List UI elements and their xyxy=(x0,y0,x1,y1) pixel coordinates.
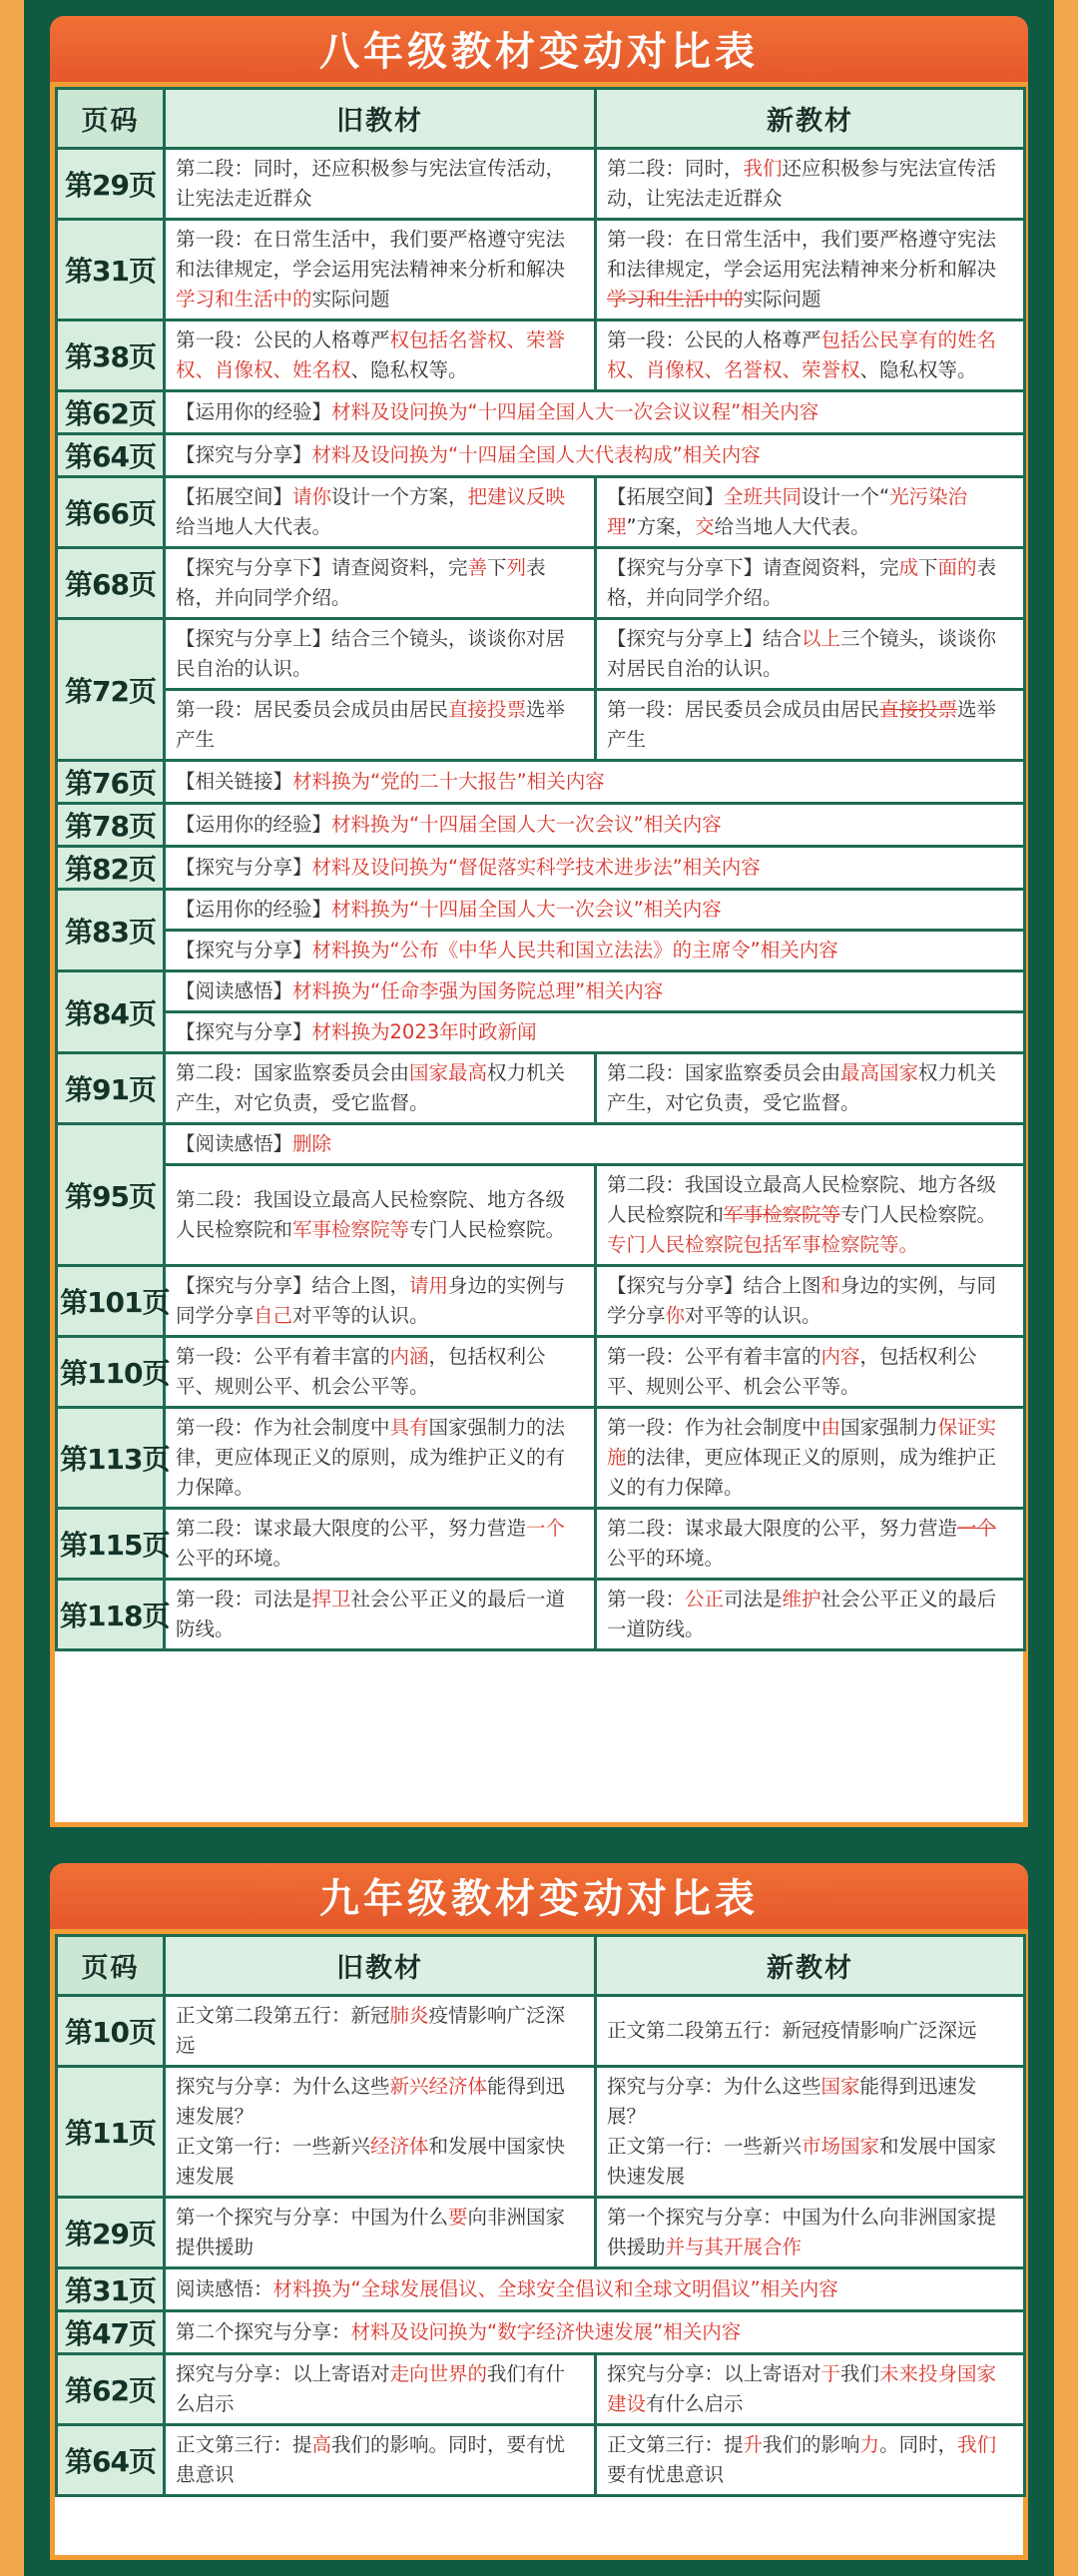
table-row xyxy=(57,931,1025,971)
changed-text: 把建议反映 xyxy=(467,485,566,508)
text-segment: 还应积极参与宪法宣传活动，让宪法走近群众 xyxy=(607,157,997,210)
changed-text: 升 xyxy=(743,2433,764,2456)
text-segment: 第二个探究与分享： xyxy=(176,2320,351,2343)
table-row xyxy=(57,2425,1025,2496)
deleted-text: 一个 xyxy=(957,1517,997,1540)
text-segment: 国家强制力 xyxy=(840,1416,938,1439)
changed-text: 保证实施 xyxy=(607,1416,997,1469)
page-number-cell: 第11页 xyxy=(57,2067,165,2198)
merged-change-cell xyxy=(165,391,1025,434)
text-segment: 第一段：居民委员会成员由居民 xyxy=(607,698,880,721)
text-segment: 设计一个“ xyxy=(802,485,890,508)
text-segment: ”方案， xyxy=(626,515,696,538)
table-row xyxy=(57,1509,1025,1580)
changed-text: 材料及设问换为“十四届全国人大代表构成”相关内容 xyxy=(311,443,761,466)
changed-text: 于 xyxy=(820,2362,841,2385)
page-number-cell: 第101页 xyxy=(57,1266,165,1337)
text-segment: 给当地人大代表。 xyxy=(176,515,332,538)
old-textbook-cell xyxy=(165,690,596,761)
text-segment: 探究与分享：以上寄语对 xyxy=(607,2362,821,2385)
new-textbook-cell xyxy=(596,2425,1025,2496)
text-segment: 【探究与分享】 xyxy=(176,1020,312,1043)
new-textbook-cell xyxy=(596,1337,1025,1408)
text-segment: 【阅读感悟】 xyxy=(176,979,293,1002)
text-segment: 选举产生 xyxy=(607,698,997,751)
header-page: 页码 xyxy=(57,89,165,149)
changed-text: 材料换为“十四届全国人大一次会议”相关内容 xyxy=(331,813,722,836)
text-segment: 第一段：公平有着丰富的 xyxy=(176,1345,390,1368)
changed-text: 由 xyxy=(820,1416,841,1439)
changed-text: 权包括名誉权、荣誉权、肖像权、姓名权 xyxy=(176,328,566,381)
text-segment: 第一段：公平有着丰富的 xyxy=(607,1345,821,1368)
text-segment: 第一段：作为社会制度中 xyxy=(176,1416,390,1439)
page-number-cell: 第10页 xyxy=(57,1996,165,2067)
table-row xyxy=(57,2354,1025,2425)
changed-text: 力 xyxy=(859,2433,880,2456)
text-segment: 权力机关产生，对它负责，受它监督。 xyxy=(176,1061,566,1114)
new-textbook-cell xyxy=(596,1408,1025,1509)
text-segment: 专门人民检察院。 xyxy=(409,1218,566,1241)
grade8-title: 八年级教材变动对比表 xyxy=(50,16,1028,88)
text-segment: 【运用你的经验】 xyxy=(176,813,332,836)
text-segment: 第一段：作为社会制度中 xyxy=(607,1416,821,1439)
page-number-cell: 第29页 xyxy=(57,2198,165,2268)
table-row xyxy=(57,761,1025,804)
table-row xyxy=(57,890,1025,931)
text-segment: 国家强制力的法律，更应体现正义的原则，成为维护正义的有力保障。 xyxy=(176,1416,566,1499)
table-row xyxy=(57,2311,1025,2354)
old-textbook-cell xyxy=(165,477,596,548)
old-textbook-cell xyxy=(165,1337,596,1408)
page-number-cell: 第82页 xyxy=(57,847,165,890)
page-number-cell: 第31页 xyxy=(57,220,165,321)
table-row xyxy=(57,1012,1025,1053)
table-row xyxy=(57,149,1025,220)
text-segment: 【探究与分享】 xyxy=(176,939,312,962)
changed-text: 光污染治理 xyxy=(607,485,968,538)
new-textbook-cell xyxy=(596,149,1025,220)
merged-change-cell xyxy=(165,931,1025,971)
changed-text: 走向世界的 xyxy=(389,2362,488,2385)
text-segment: 第二段：同时， xyxy=(607,157,744,180)
changed-text: 肺炎 xyxy=(389,2004,429,2027)
changed-text: 未来投身国家建设 xyxy=(607,2362,997,2415)
merged-change-cell xyxy=(165,434,1025,477)
changed-text: 面的 xyxy=(937,556,977,579)
changed-text: 材料换为“全球发展倡议、全球安全倡议和全球文明倡议”相关内容 xyxy=(272,2277,838,2300)
text-segment: 。同时， xyxy=(879,2433,958,2456)
text-segment: 身边的实例与同学分享 xyxy=(176,1274,566,1327)
table-row xyxy=(57,1053,1025,1124)
changed-text: 材料换为“党的二十大报告”相关内容 xyxy=(292,770,605,793)
table-row xyxy=(57,2198,1025,2268)
page-number-cell: 第62页 xyxy=(57,2354,165,2425)
table-row xyxy=(57,619,1025,690)
changed-text: 国家 xyxy=(820,2075,860,2098)
text-segment: 第二段：我国设立最高人民检察院、地方各级人民检察院和 xyxy=(176,1188,566,1241)
text-segment: 【探究与分享】 xyxy=(176,856,312,879)
text-segment: 正文第二段第五行：新冠 xyxy=(176,2004,390,2027)
table-row xyxy=(57,220,1025,321)
header-new: 新教材 xyxy=(596,1936,1025,1996)
changed-text: 你 xyxy=(665,1304,686,1327)
text-segment: 第一段：公民的人格尊严 xyxy=(176,328,390,351)
changed-text: 请你 xyxy=(292,485,332,508)
changed-text: 和 xyxy=(820,1274,841,1297)
text-segment: 探究与分享：以上寄语对 xyxy=(176,2362,390,2385)
grade8-table xyxy=(55,87,1026,1651)
changed-text: 以上 xyxy=(802,627,841,650)
changed-text: 维护 xyxy=(782,1588,821,1610)
merged-change-cell xyxy=(165,847,1025,890)
text-segment: 表格，并向同学介绍。 xyxy=(607,556,997,609)
text-segment: 下 xyxy=(918,556,938,579)
text-segment: 社会公平正义的最后一道防线。 xyxy=(176,1588,566,1640)
page-number-cell: 第118页 xyxy=(57,1580,165,1650)
changed-text: 最高国家 xyxy=(840,1061,919,1084)
table-row xyxy=(57,434,1025,477)
merged-change-cell xyxy=(165,2268,1025,2311)
text-segment: 第一个探究与分享：中国为什么向非洲国家提供援助 xyxy=(607,2206,997,2258)
text-segment: 向非洲国家提供援助 xyxy=(176,2206,566,2258)
old-textbook-cell xyxy=(165,1266,596,1337)
text-segment: 表格，并向同学介绍。 xyxy=(176,556,546,609)
deleted-text: 直接投票 xyxy=(879,698,958,721)
text-segment: 、隐私权等。 xyxy=(859,358,977,381)
old-textbook-cell xyxy=(165,1996,596,2067)
new-textbook-cell xyxy=(596,1053,1025,1124)
header-new: 新教材 xyxy=(596,89,1025,149)
changed-text: 成 xyxy=(898,556,919,579)
table-row xyxy=(57,321,1025,391)
text-segment: 能得到迅速发展？ xyxy=(176,2075,566,2128)
text-segment: 第二段：国家监察委员会由 xyxy=(607,1061,841,1084)
changed-text: 内容 xyxy=(820,1345,860,1368)
old-textbook-cell xyxy=(165,1509,596,1580)
changed-text: 要 xyxy=(448,2206,468,2229)
text-segment: 第一段：在日常生活中，我们要严格遵守宪法和法律规定，学会运用宪法精神来分析和解决 xyxy=(176,228,566,281)
text-segment: 的法律，更应体现正义的原则，成为维护正义的有力保障。 xyxy=(607,1446,997,1499)
changed-text: 直接投票 xyxy=(448,698,527,721)
grade8-table-panel xyxy=(50,82,1028,1827)
old-textbook-cell xyxy=(165,1580,596,1650)
changed-text: 包括公民享有的姓名权、肖像权、名誉权、荣誉权 xyxy=(607,328,997,381)
changed-text: 公正 xyxy=(685,1588,725,1610)
text-segment: 有什么启示 xyxy=(646,2392,744,2415)
merged-change-cell xyxy=(165,971,1025,1012)
text-segment: 第二段：谋求最大限度的公平，努力营造 xyxy=(607,1517,958,1540)
table-row xyxy=(57,1408,1025,1509)
page-number-cell: 第66页 xyxy=(57,477,165,548)
old-textbook-cell xyxy=(165,2425,596,2496)
changed-text: 材料及设问换为“十四届全国人大一次会议议程”相关内容 xyxy=(331,400,819,423)
changed-text: 自己 xyxy=(254,1304,293,1327)
changed-text: 善 xyxy=(467,556,488,579)
text-segment: 【探究与分享上】结合三个镜头，谈谈你对居民自治的认识。 xyxy=(176,627,566,680)
text-segment: 和发展中国家快速发展 xyxy=(176,2135,566,2188)
changed-text: 我们 xyxy=(743,157,783,180)
text-segment: 专门人民检察院。 xyxy=(840,1203,997,1226)
table-row xyxy=(57,1996,1025,2067)
text-segment: 正文第三行：提 xyxy=(607,2433,744,2456)
text-segment: 要有忧患意识 xyxy=(607,2463,725,2486)
text-segment: 正文第三行：提 xyxy=(176,2433,312,2456)
text-segment: 第一段：司法是 xyxy=(176,1588,312,1610)
old-textbook-cell xyxy=(165,149,596,220)
page-number-cell: 第64页 xyxy=(57,2425,165,2496)
table-row xyxy=(57,1266,1025,1337)
page-number-cell: 第72页 xyxy=(57,619,165,761)
text-segment: 【探究与分享】 xyxy=(176,443,312,466)
changed-text: 我们 xyxy=(957,2433,997,2456)
page-number-cell: 第64页 xyxy=(57,434,165,477)
new-textbook-cell xyxy=(596,2198,1025,2268)
table-row xyxy=(57,847,1025,890)
changed-text: 材料及设问换为“督促落实科学技术进步法”相关内容 xyxy=(311,856,761,879)
changed-text: 军事检察院等 xyxy=(292,1218,410,1241)
old-textbook-cell xyxy=(165,2067,596,2198)
table-row xyxy=(57,477,1025,548)
text-segment: 、隐私权等。 xyxy=(350,358,468,381)
new-textbook-cell xyxy=(596,1996,1025,2067)
text-segment: 能得到迅速发展？ xyxy=(607,2075,977,2128)
table-row xyxy=(57,2067,1025,2198)
merged-change-cell xyxy=(165,1124,1025,1165)
page-number-cell: 第115页 xyxy=(57,1509,165,1580)
changed-text: 交 xyxy=(695,515,715,538)
text-segment: 【探究与分享】结合上图， xyxy=(176,1274,410,1297)
text-segment: 公平的环境。 xyxy=(176,1547,293,1570)
new-textbook-cell xyxy=(596,2067,1025,2198)
text-segment: 阅读感悟： xyxy=(176,2277,273,2300)
text-segment: 我们的影响 xyxy=(763,2433,860,2456)
deleted-text: 学习和生活中的 xyxy=(607,288,744,311)
text-segment: 【拓展空间】 xyxy=(176,485,293,508)
text-segment: 【探究与分享下】请查阅资料，完 xyxy=(176,556,468,579)
page-number-cell: 第38页 xyxy=(57,321,165,391)
header-old: 旧教材 xyxy=(165,89,596,149)
text-segment: 我们 xyxy=(840,2362,880,2385)
changed-text: 材料及设问换为“数字经济快速发展”相关内容 xyxy=(350,2320,742,2343)
changed-text: 一个 xyxy=(526,1517,566,1540)
changed-text: 列 xyxy=(506,556,527,579)
text-segment: 正文第一行：一些新兴 xyxy=(607,2135,803,2158)
changed-text: 删除 xyxy=(292,1132,332,1155)
text-segment: 【探究与分享】结合上图 xyxy=(607,1274,821,1297)
table-row xyxy=(57,804,1025,847)
grade9-table-panel xyxy=(50,1929,1028,2560)
merged-change-cell xyxy=(165,1012,1025,1053)
text-segment: 疫情影响广泛深远 xyxy=(176,2004,566,2057)
new-textbook-cell xyxy=(596,1266,1025,1337)
new-textbook-cell xyxy=(596,690,1025,761)
page-number-cell: 第78页 xyxy=(57,804,165,847)
table-row xyxy=(57,971,1025,1012)
new-textbook-cell xyxy=(596,220,1025,321)
page-number-cell: 第47页 xyxy=(57,2311,165,2354)
text-segment: 【相关链接】 xyxy=(176,770,293,793)
text-segment: 第一段： xyxy=(607,1588,686,1610)
text-segment: 司法是 xyxy=(724,1588,783,1610)
new-textbook-cell xyxy=(596,548,1025,619)
table-row xyxy=(57,690,1025,761)
text-segment: 第一段：公民的人格尊严 xyxy=(607,328,821,351)
text-segment: 探究与分享：为什么这些 xyxy=(607,2075,821,2098)
text-segment: 下 xyxy=(487,556,507,579)
changed-text: 全班共同 xyxy=(724,485,803,508)
text-segment: 对平等的认识。 xyxy=(685,1304,821,1327)
text-segment: 【运用你的经验】 xyxy=(176,400,332,423)
old-textbook-cell xyxy=(165,220,596,321)
new-textbook-cell xyxy=(596,2354,1025,2425)
text-segment: 第一个探究与分享：中国为什么 xyxy=(176,2206,449,2229)
table-row xyxy=(57,1165,1025,1266)
old-textbook-cell xyxy=(165,619,596,690)
page-number-cell: 第76页 xyxy=(57,761,165,804)
page-number-cell: 第113页 xyxy=(57,1408,165,1509)
merged-change-cell xyxy=(165,890,1025,931)
changed-text: 专门人民检察院包括军事检察院等。 xyxy=(607,1233,919,1256)
changed-text: 材料换为“任命李强为国务院总理”相关内容 xyxy=(292,979,664,1002)
text-segment: 社会公平正义的最后一道防线。 xyxy=(607,1588,997,1640)
changed-text: 具有 xyxy=(389,1416,429,1439)
text-segment: 正文第一行：一些新兴 xyxy=(176,2135,371,2158)
text-segment: 【拓展空间】 xyxy=(607,485,725,508)
text-segment: 我们的影响。同时，要有忧患意识 xyxy=(176,2433,566,2486)
text-segment: 第二段：国家监察委员会由 xyxy=(176,1061,410,1084)
text-segment: ，包括权利公平、规则公平、机会公平等。 xyxy=(607,1345,977,1398)
text-segment: 第二段：同时，还应积极参与宪法宣传活动，让宪法走近群众 xyxy=(176,157,566,210)
text-segment: 身边的实例，与同学分享 xyxy=(607,1274,997,1327)
text-segment: 【阅读感悟】 xyxy=(176,1132,293,1155)
text-segment: 【探究与分享下】请查阅资料，完 xyxy=(607,556,899,579)
header-old: 旧教材 xyxy=(165,1936,596,1996)
changed-text: 内涵 xyxy=(389,1345,429,1368)
changed-text: 学习和生活中的 xyxy=(176,288,312,311)
old-textbook-cell xyxy=(165,548,596,619)
table-row xyxy=(57,1580,1025,1650)
changed-text: 经济体 xyxy=(370,2135,429,2158)
new-textbook-cell xyxy=(596,477,1025,548)
old-textbook-cell xyxy=(165,2354,596,2425)
page-number-cell: 第95页 xyxy=(57,1124,165,1266)
text-segment: 对平等的认识。 xyxy=(292,1304,429,1327)
page-number-cell: 第110页 xyxy=(57,1337,165,1408)
changed-text: 市场国家 xyxy=(802,2135,880,2158)
changed-text: 新兴经济体 xyxy=(389,2075,488,2098)
text-segment: 设计一个方案， xyxy=(331,485,468,508)
text-segment: 第二段：我国设立最高人民检察院、地方各级人民检察院和 xyxy=(607,1173,997,1226)
text-segment: 权力机关产生，对它负责，受它监督。 xyxy=(607,1061,997,1114)
header-page: 页码 xyxy=(57,1936,165,1996)
old-textbook-cell xyxy=(165,1053,596,1124)
old-textbook-cell xyxy=(165,1165,596,1266)
text-segment: 我们有什么启示 xyxy=(176,2362,566,2415)
page-number-cell: 第68页 xyxy=(57,548,165,619)
table-row xyxy=(57,1337,1025,1408)
text-segment: 实际问题 xyxy=(311,288,390,311)
old-textbook-cell xyxy=(165,2198,596,2268)
merged-change-cell xyxy=(165,804,1025,847)
table-row xyxy=(57,548,1025,619)
text-segment: 【运用你的经验】 xyxy=(176,898,332,921)
text-segment: 实际问题 xyxy=(743,288,821,311)
changed-text: 并与其开展合作 xyxy=(665,2236,803,2258)
text-segment: 正文第二段第五行：新冠疫情影响广泛深远 xyxy=(607,2019,977,2042)
page-number-cell: 第83页 xyxy=(57,890,165,971)
deleted-text: 军事检察院等 xyxy=(724,1203,841,1226)
page-number-cell: 第31页 xyxy=(57,2268,165,2311)
changed-text: 材料换为“十四届全国人大一次会议”相关内容 xyxy=(331,898,722,921)
new-textbook-cell xyxy=(596,321,1025,391)
text-segment: 和发展中国家快速发展 xyxy=(607,2135,997,2188)
text-segment: 第一段：在日常生活中，我们要严格遵守宪法和法律规定，学会运用宪法精神来分析和解决 xyxy=(607,228,997,281)
new-textbook-cell xyxy=(596,1509,1025,1580)
changed-text: 请用 xyxy=(409,1274,449,1297)
table-row xyxy=(57,2268,1025,2311)
table-row xyxy=(57,391,1025,434)
text-segment: 第一段：居民委员会成员由居民 xyxy=(176,698,449,721)
page-number-cell: 第62页 xyxy=(57,391,165,434)
changed-text: 材料换为“公布《中华人民共和国立法法》的主席令”相关内容 xyxy=(311,939,838,962)
text-segment: 三个镜头，谈谈你对居民自治的认识。 xyxy=(607,627,997,680)
table-row xyxy=(57,1124,1025,1165)
text-segment: 【探究与分享上】结合 xyxy=(607,627,803,650)
text-segment: 第二段：谋求最大限度的公平，努力营造 xyxy=(176,1517,527,1540)
changed-text: 国家最高 xyxy=(409,1061,488,1084)
text-segment: 选举产生 xyxy=(176,698,566,751)
page-number-cell: 第84页 xyxy=(57,971,165,1053)
merged-change-cell xyxy=(165,761,1025,804)
changed-text: 高 xyxy=(311,2433,332,2456)
merged-change-cell xyxy=(165,2311,1025,2354)
new-textbook-cell xyxy=(596,1580,1025,1650)
page-number-cell: 第91页 xyxy=(57,1053,165,1124)
grade9-table xyxy=(55,1934,1026,2497)
text-segment: 给当地人大代表。 xyxy=(714,515,870,538)
text-segment: ，包括权利公平、规则公平、机会公平等。 xyxy=(176,1345,546,1398)
new-textbook-cell xyxy=(596,1165,1025,1266)
new-textbook-cell xyxy=(596,619,1025,690)
grade9-title: 九年级教材变动对比表 xyxy=(50,1863,1028,1935)
changed-text: 捍卫 xyxy=(311,1588,351,1610)
old-textbook-cell xyxy=(165,1408,596,1509)
text-segment: 探究与分享：为什么这些 xyxy=(176,2075,390,2098)
page-number-cell: 第29页 xyxy=(57,149,165,220)
changed-text: 材料换为2023年时政新闻 xyxy=(311,1020,537,1043)
text-segment: 公平的环境。 xyxy=(607,1547,725,1570)
old-textbook-cell xyxy=(165,321,596,391)
